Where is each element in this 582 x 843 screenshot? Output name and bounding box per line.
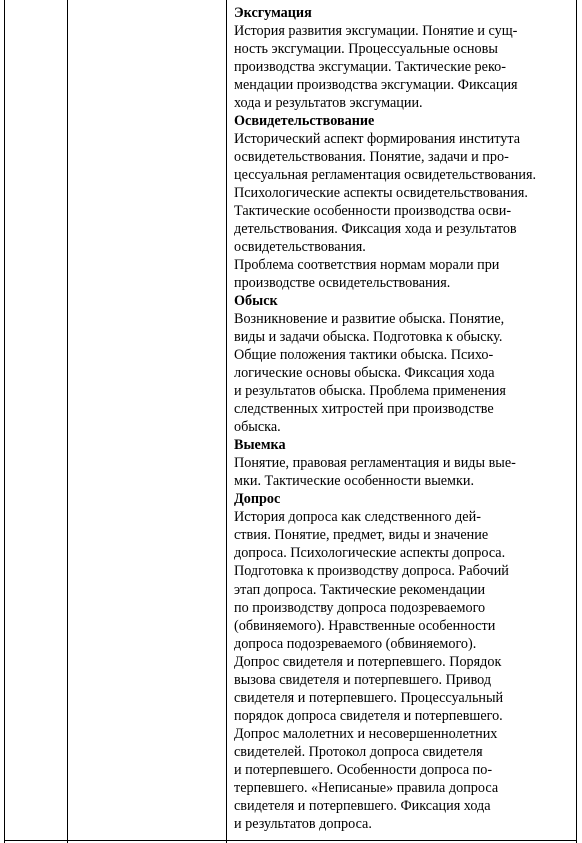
section-heading: Обыск xyxy=(234,293,278,310)
section-text-line: и потерпевшего. Особенности допроса по- xyxy=(234,761,493,778)
section-text-line: хода и результатов эксгумации. xyxy=(234,95,423,112)
section-heading: Эксгумация xyxy=(234,5,312,21)
section-text-line: Подготовка к производству допроса. Рабочий xyxy=(234,563,509,580)
section-text-line: этап допроса. Тактические рекомендации xyxy=(234,581,486,598)
section-text-line: История развития эксгумации. Понятие и сущ- xyxy=(234,23,518,40)
section-text-line: терпевшего. «Неписаные» правила допроса xyxy=(234,779,499,796)
section-text-line: ность эксгумации. Процессуальные основы xyxy=(234,41,498,58)
section-text-line: ствия. Понятие, предмет, виды и значение xyxy=(234,527,489,544)
section-text-line: Возникновение и развитие обыска. Понятие, xyxy=(234,311,505,328)
section-text-line: производства эксгумации. Тактические реко- xyxy=(234,59,506,76)
table-border-bottom xyxy=(4,840,577,841)
section-text-line: История допроса как следственного дей- xyxy=(234,509,481,526)
table-cell-number xyxy=(5,0,67,840)
section-text-line: Тактические особенности производства осви- xyxy=(234,203,512,220)
section-text-line: Общие положения тактики обыска. Психо- xyxy=(234,347,494,364)
section-text-line: Допрос малолетних и несовершеннолетних xyxy=(234,725,498,742)
section-text-line: (обвиняемого). Нравственные особенности xyxy=(234,617,496,634)
section-text-line: мки. Тактические особенности выемки. xyxy=(234,473,475,490)
section-text-line: и результатов допроса. xyxy=(234,815,372,832)
section-text-line: освидетельствования. Понятие, задачи и про- xyxy=(234,149,509,166)
section-text-line: освидетельствования. xyxy=(234,239,366,256)
section-text-line: цессуальная регламентация освидетельствования. xyxy=(234,167,537,184)
section-text-line: обыска. xyxy=(234,419,281,436)
section-text-line: допроса. Психологические аспекты допроса. xyxy=(234,545,506,562)
section-text-line: свидетеля и потерпевшего. Процессуальный xyxy=(234,689,504,706)
section-text-line: Допрос свидетеля и потерпевшего. Порядок xyxy=(234,653,502,670)
section-heading: Выемка xyxy=(234,437,286,454)
table-cell-content xyxy=(234,4,576,833)
section-text-line: и результатов обыска. Проблема применения xyxy=(234,383,506,400)
table-cell-topic xyxy=(68,0,226,840)
section-text-line: по производству допроса подозреваемого xyxy=(234,599,486,616)
section-text-line: виды и задачи обыска. Подготовка к обыску. xyxy=(234,329,503,346)
section-text-line: свидетеля и потерпевшего. Фиксация хода xyxy=(234,797,491,814)
section-text-line: Проблема соответствия нормам морали при xyxy=(234,257,500,274)
section-text-line: Понятие, правовая регламентация и виды вые- xyxy=(234,455,516,472)
section-text-line: детельствования. Фиксация хода и результатов xyxy=(234,221,517,238)
section-text-line: логические основы обыска. Фиксация хода xyxy=(234,365,495,382)
section-text-line: допроса подозреваемого (обвиняемого). xyxy=(234,635,477,652)
section-heading: Освидетельствование xyxy=(234,113,375,130)
table-border-col2 xyxy=(226,0,227,843)
section-text-line: мендации производства эксгумации. Фиксация xyxy=(234,77,518,94)
section-text-line: Психологические аспекты освидетельствования. xyxy=(234,185,528,202)
section-text-line: вызова свидетеля и потерпевшего. Привод xyxy=(234,671,492,688)
section-text-line: свидетелей. Протокол допроса свидетеля xyxy=(234,743,483,760)
section-text-line: следственных хитростей при производстве xyxy=(234,401,494,418)
section-text-line: Исторический аспект формирования института xyxy=(234,131,521,148)
section-text-line: порядок допроса свидетеля и потерпевшего. xyxy=(234,707,503,724)
section-heading: Допрос xyxy=(234,491,281,508)
section-text-line: производстве освидетельствования. xyxy=(234,275,451,292)
table-border-right xyxy=(576,0,577,843)
